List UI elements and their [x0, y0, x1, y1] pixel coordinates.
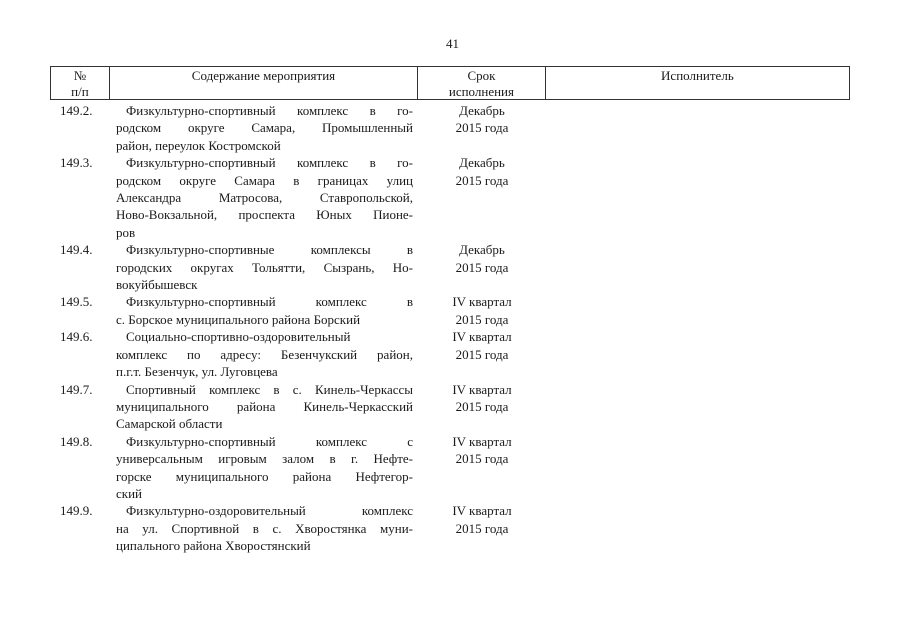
content-line: Физкультурно-спортивный комплекс в го-	[126, 155, 413, 171]
page-number: 41	[446, 36, 459, 51]
content-line: Самарской области	[116, 416, 223, 432]
row-number: 149.5.	[60, 294, 93, 310]
row-executor	[546, 433, 850, 503]
content-line: родском округе Самара, Промышленный	[116, 120, 413, 136]
header-term-line2: исполнения	[448, 84, 514, 99]
table-row	[50, 328, 850, 380]
header-content-label: Содержание мероприятия	[191, 68, 336, 83]
content-line: Физкультурно-оздоровительный комплекс	[126, 503, 413, 519]
content-line: с. Борское муниципального района Борский	[116, 311, 361, 327]
content-line: Физкультурно-спортивные комплексы в	[126, 242, 413, 258]
content-line: Физкультурно-спортивный комплекс в	[126, 294, 413, 310]
header-executor-label: Исполнитель	[661, 68, 734, 83]
content-line: родском округе Самара в границах улиц	[116, 172, 413, 188]
row-content	[109, 433, 418, 503]
term-line: 2015 года	[455, 120, 509, 136]
content-line: городских округах Тольятти, Сызрань, Но-	[116, 259, 413, 275]
row-executor	[546, 328, 850, 380]
row-number: 149.7.	[60, 381, 93, 397]
header-term-line1: Срок	[467, 68, 496, 83]
term-line: Декабрь	[459, 103, 505, 118]
row-executor	[546, 154, 850, 241]
table-body	[50, 102, 850, 555]
term-line: IV квартал	[452, 381, 512, 397]
content-line: универсальным игровым залом в г. Нефте-	[116, 451, 413, 467]
term-line: 2015 года	[455, 451, 509, 467]
header-number-line2: п/п	[71, 84, 89, 99]
table-header	[50, 66, 850, 100]
term-line: Декабрь	[459, 155, 505, 171]
content-line: вокуйбышевск	[116, 277, 198, 293]
term-line: IV квартал	[452, 294, 512, 310]
term-line: IV квартал	[452, 433, 512, 449]
table-row	[50, 241, 850, 293]
content-line: Спортивный комплекс в с. Кинель-Черкассы	[126, 381, 413, 397]
row-executor	[546, 241, 850, 293]
row-term	[418, 241, 546, 293]
row-number: 149.2.	[60, 103, 93, 118]
row-content	[109, 328, 418, 380]
content-line: п.г.т. Безенчук, ул. Луговцева	[116, 364, 278, 380]
header-number-line1: №	[73, 68, 87, 83]
table-row	[50, 381, 850, 433]
content-line: ский	[116, 485, 142, 501]
term-line: IV квартал	[452, 329, 512, 345]
row-number: 149.9.	[60, 503, 93, 519]
row-term	[418, 502, 546, 554]
term-line: 2015 года	[455, 311, 509, 327]
content-line: Ново-Вокзальной, проспекта Юных Пионе-	[116, 207, 413, 223]
content-line: ров	[116, 224, 136, 240]
header-number	[51, 67, 110, 99]
header-term	[418, 67, 546, 99]
header-executor	[546, 67, 849, 99]
term-line: Декабрь	[459, 242, 505, 258]
table-row	[50, 154, 850, 241]
content-line: горске муниципального района Нефтегор-	[116, 468, 413, 484]
row-term	[418, 154, 546, 241]
row-number: 149.3.	[60, 155, 93, 171]
row-number: 149.4.	[60, 242, 93, 258]
table-row	[50, 502, 850, 554]
row-number: 149.6.	[60, 329, 93, 345]
header-content	[110, 67, 418, 99]
row-content	[109, 241, 418, 293]
row-content	[109, 502, 418, 554]
row-content	[109, 102, 418, 154]
row-term	[418, 293, 546, 328]
table-row	[50, 293, 850, 328]
row-term	[418, 433, 546, 503]
content-line: район, переулок Костромской	[116, 137, 281, 153]
content-line: ципального района Хворостянский	[116, 538, 311, 554]
row-content	[109, 293, 418, 328]
term-line: 2015 года	[455, 520, 509, 536]
content-line: Социально-спортивно-оздоровительный	[126, 329, 351, 345]
content-line: муниципального района Кинель-Черкасский	[116, 398, 413, 414]
term-line: 2015 года	[455, 172, 509, 188]
term-line: 2015 года	[455, 259, 509, 275]
row-executor	[546, 502, 850, 554]
content-line: Физкультурно-спортивный комплекс в го-	[126, 103, 413, 118]
row-number: 149.8.	[60, 433, 93, 449]
content-line: Физкультурно-спортивный комплекс с	[126, 433, 413, 449]
content-line: на ул. Спортивной в с. Хворостянка муни-	[116, 520, 413, 536]
content-line: Александра Матросова, Ставропольской,	[116, 190, 413, 206]
table-row	[50, 433, 850, 503]
row-executor	[546, 381, 850, 433]
term-line: 2015 года	[455, 398, 509, 414]
row-executor	[546, 293, 850, 328]
row-content	[109, 381, 418, 433]
row-term	[418, 381, 546, 433]
row-term	[418, 102, 546, 154]
table-row	[50, 102, 850, 154]
row-executor	[546, 102, 850, 154]
row-term	[418, 328, 546, 380]
content-line: комплекс по адресу: Безенчукский район,	[116, 346, 413, 362]
row-content	[109, 154, 418, 241]
term-line: IV квартал	[452, 503, 512, 519]
term-line: 2015 года	[455, 346, 509, 362]
